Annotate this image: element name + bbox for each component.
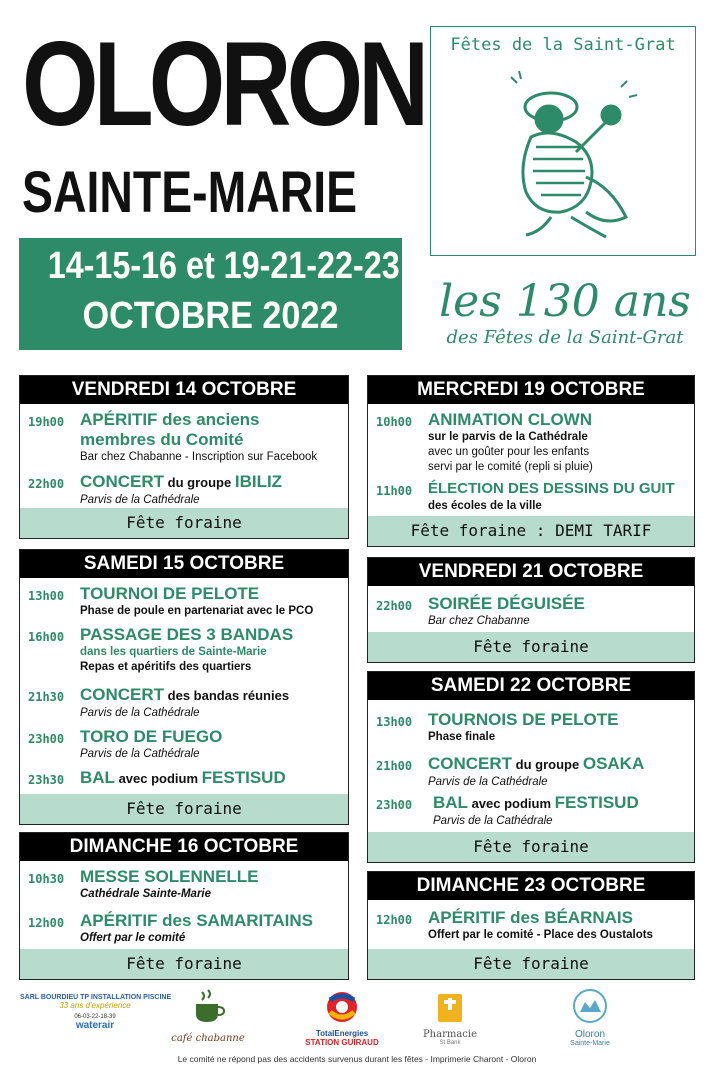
event-headline-plain: des bandas réunies [164,688,290,703]
event-headline: TORO DE FUEGO [80,727,223,746]
festival-logo [430,26,696,256]
event-headline-act: OSAKA [582,754,645,773]
day-title: DIMANCHE 16 OCTOBRE [20,833,348,861]
event-time: 23h00 [28,732,65,746]
sponsor-bourdieu [20,994,170,1031]
fair-footer: Fête foraine [20,508,348,538]
event-detail: Cathédrale Sainte-Marie [80,888,212,900]
day-title: VENDREDI 21 OCTOBRE [368,558,694,586]
event-item [28,584,342,622]
event-time: 11h00 [376,484,413,498]
day-card-mer19 [367,375,695,547]
event-headline-act: FESTISUD [201,768,286,787]
dates-banner [19,238,402,350]
event-time: 21h30 [28,690,65,704]
disclaimer-note: Le comité ne répond pas des accidents survenus durant les fêtes - Imprimerie Charont - Oloron [177,1054,537,1064]
event-time: 23h30 [28,773,65,787]
event-headline-plain: avec podium [467,796,555,811]
event-detail-3: servi par le comité (repli si pluie) [428,461,593,473]
sponsor-line: TotalEnergies [315,1029,369,1038]
event-time: 23h00 [376,798,413,812]
event-headline: ANIMATION CLOWN [428,410,592,429]
sponsor-brand: waterair [75,1020,115,1031]
event-time: 22h00 [376,599,413,613]
event-headline-plain: avec podium [114,771,202,786]
event-headline: APÉRITIF [428,908,506,927]
day-title: SAMEDI 22 OCTOBRE [368,672,694,700]
sponsor-strip [0,988,714,1058]
event-item [28,911,342,949]
sponsor-sub: St Bank [439,1040,461,1046]
event-item [28,867,342,905]
fair-footer: Fête foraine [368,949,694,979]
event-detail: Phase finale [428,731,496,743]
event-headline: TOURNOIS DE PELOTE [428,710,619,729]
event-detail: Offert par le comité - Place des Oustalots [428,929,653,941]
coffee-cup-icon [188,988,228,1028]
event-time: 22h00 [28,477,65,491]
event-detail: Parvis de la Cathédrale [428,776,548,788]
sponsor-line: STATION GUIRAUD [305,1038,379,1047]
sponsor-name: Pharmacie [422,1029,478,1040]
event-time: 12h00 [376,913,413,927]
fair-footer: Fête foraine : DEMI TARIF [368,516,694,546]
dates-line-1: 14-15-16 et 19-21-22-23 [47,245,400,287]
event-headline-cont: des anciens [157,410,260,429]
day-title: SAMEDI 15 OCTOBRE [20,550,348,578]
event-item [376,908,688,946]
event-headline: APÉRITIF [80,410,158,429]
event-headline-act: FESTISUD [554,793,639,812]
event-time: 13h00 [28,589,65,603]
event-headline: ÉLECTION DES DESSINS DU GUIT [428,480,675,497]
event-headline: PASSAGE DES 3 BANDAS [80,625,294,644]
event-headline: APÉRITIF [80,911,158,930]
event-item [28,410,342,470]
anniversary-block [420,278,710,350]
event-detail: Phase de poule en partenariat avec le PCO [80,605,314,617]
fair-footer: Fête foraine [20,949,348,979]
event-item [376,410,688,480]
event-item [376,793,688,831]
event-headline-plain: du groupe [164,475,235,490]
event-time: 19h00 [28,415,65,429]
anniversary-subtitle: des Fêtes de la Saint-Grat [446,327,684,348]
event-detail: Bar chez Chabanne - Inscription sur Facebook [80,451,318,463]
event-item [28,685,342,723]
event-headline: CONCERT [428,754,513,773]
event-detail: Parvis de la Cathédrale [80,494,200,506]
event-time: 12h00 [28,916,65,930]
event-item [28,625,342,680]
event-headline: TOURNOI DE PELOTE [80,584,260,603]
event-headline: CONCERT [80,472,165,491]
event-detail: dans les quartiers de Sainte-Marie [80,646,267,658]
fair-footer: Fête foraine [20,794,348,824]
event-item [376,710,688,748]
day-title: DIMANCHE 23 OCTOBRE [368,872,694,900]
event-headline-cont: des SAMARITAINS [157,911,313,930]
city-title: OLORON [22,17,425,151]
logo-caption: Fêtes de la Saint-Grat [450,35,676,55]
event-detail: Parvis de la Cathédrale [433,815,553,827]
event-detail: sur le parvis de la Cathédrale [428,431,588,443]
event-item [28,472,342,512]
day-card-ven14 [19,375,349,539]
city-subtitle: SAINTE-MARIE [22,160,358,225]
oloron-city-logo-icon [570,988,610,1024]
sponsor-pharmacie [410,992,490,1046]
sponsor-total [292,990,392,1047]
event-time: 10h00 [376,415,413,429]
event-time: 21h00 [376,759,413,773]
day-card-ven21 [367,557,695,663]
event-headline: CONCERT [80,685,165,704]
sponsor-sub: Sainte-Marie [570,1040,610,1047]
event-detail: Parvis de la Cathédrale [80,707,200,719]
day-card-dim16 [19,832,349,980]
sponsor-phone: 06-03-22-18-39 [74,1014,116,1020]
day-card-dim23 [367,871,695,980]
event-headline-act: IBILIZ [234,472,283,491]
day-title: MERCREDI 19 OCTOBRE [368,376,694,404]
day-title: VENDREDI 14 OCTOBRE [20,376,348,404]
event-headline: BAL [80,768,115,787]
event-headline-plain: du groupe [512,757,583,772]
event-detail: Parvis de la Cathédrale [80,748,200,760]
dates-line-2: OCTOBRE 2022 [82,295,339,337]
event-headline: MESSE SOLENNELLE [80,867,259,886]
fair-footer: Fête foraine [368,632,694,662]
event-item [376,479,688,517]
sponsor-name: Oloron [574,1029,605,1040]
event-detail: des écoles de la ville [428,500,542,512]
sponsor-line: SARL BOURDIEU TP INSTALLATION PISCINE [20,994,172,1001]
day-card-sam15 [19,549,349,825]
sponsor-line: 33 ans d'expérience [59,1001,131,1010]
event-time: 16h00 [28,630,65,644]
event-item [28,727,342,765]
event-time: 10h30 [28,872,65,886]
dancer-illustration-icon [491,67,641,252]
event-time: 13h00 [376,715,413,729]
anniversary-title: les 130 ans [439,276,691,327]
day-card-sam22 [367,671,695,863]
totalenergies-logo-icon [320,990,364,1024]
sponsor-cafe [168,988,248,1044]
pharmacy-logo-icon [435,992,465,1024]
sponsor-oloron [555,988,625,1047]
event-item [28,768,342,790]
sponsor-name: café chabanne [171,1033,245,1044]
event-item [376,594,688,632]
event-detail: Bar chez Chabanne [428,615,530,627]
event-headline-cont: des BÉARNAIS [505,908,633,927]
fair-footer: Fête foraine [368,832,694,862]
event-item [376,754,688,792]
event-headline-line2: membres du Comité [80,430,244,449]
event-detail-2: avec un goûter pour les enfants [428,446,590,458]
event-headline: BAL [433,793,468,812]
event-detail-2: Repas et apéritifs des quartiers [80,661,252,673]
event-headline: SOIRÉE DÉGUISÉE [428,594,585,613]
event-detail: Offert par le comité [80,932,186,944]
